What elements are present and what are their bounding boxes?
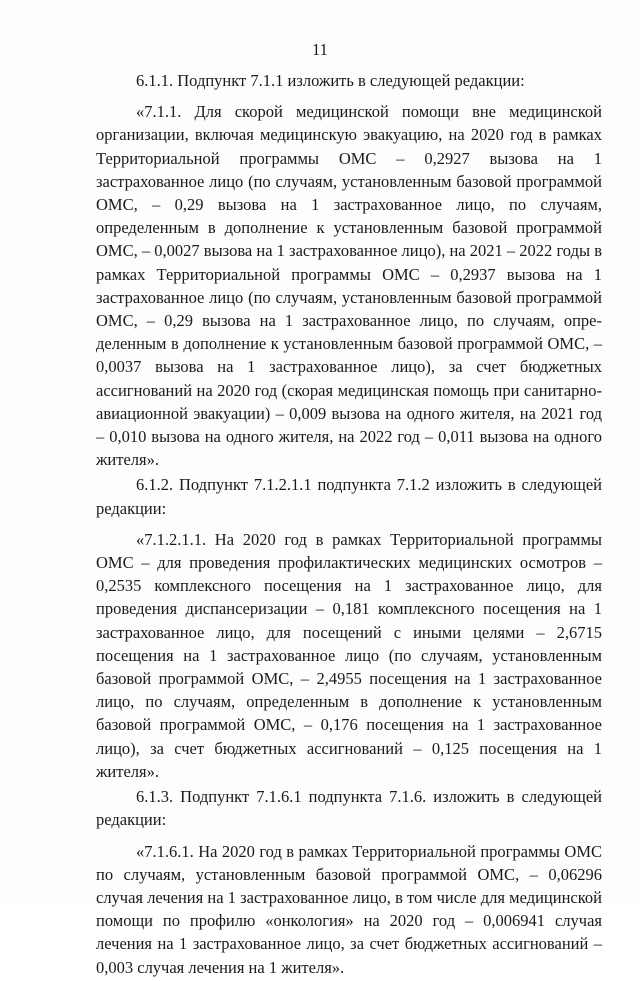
section-2-heading: 6.1.2. Подпункт 7.1.2.1.1 подпункта 7.1.2 изложить в следующей редакции:: [96, 475, 602, 518]
section-1-text: «7.1.1. Для скорой медицинской помощи вне медицинской организации, включая медицинскую эвакуацию, на 2020 год в рамках Территориальной программы ОМС – 0,2927 вызова на 1 застрахованное лицо (по случаям, установленным базовой программой ОМС, – 0,29 вызова на 1 застрахованное лицо, по случаям, определенным в дополнение к установленным базовой программой ОМС, – 0,0027 вызова на 1 застрахованное лицо), на 2021 – 2022 годы в рамках Территориальной программы ОМС – 0,2937 вызова на 1 застрахованное лицо (по случаям, установленным базовой программой ОМС, – 0,29 вызова на 1 застрахованное лицо, по случаям, определенным в дополнение к установленным базовой программой ОМС, – 0,0037 вызова на 1 застрахованное лицо), за счет бюджетных ассигнований на 2020 год (скорая медицинская помощь при санитарно-авиационной эвакуации) – 0,009 вызова на одного жителя, на 2021 год – 0,010 вызова на одного жителя, на 2022 год – 0,011 вызова на одного жителя».: [96, 102, 602, 470]
document-body: [96, 69, 602, 981]
section-2-text: «7.1.2.1.1. На 2020 год в рамках Территориальной программы ОМС – для проведения профилактических медицинских осмотров – 0,2535 комплексного посещения на 1 застрахованное лицо, для проведения диспансеризации – 0,181 комплексного посещения на 1 застрахованное лицо, для посещений с иными целями – 2,6715 посещения на 1 застрахованное лицо (по случаям, установленным базовой программой ОМС, – 2,4955 посещения на 1 застрахованное лицо, по случаям, определенным в дополнение к установленным базовой программой ОМС, – 0,176 посещения на 1 застрахованное лицо), за счет бюджетных ассигнований – 0,125 посещения на 1 жителя».: [96, 529, 602, 781]
section-3-heading: 6.1.3. Подпункт 7.1.6.1 подпункта 7.1.6. изложить в следующей редакции:: [96, 787, 602, 830]
section-3-text: «7.1.6.1. На 2020 год в рамках Территориальной программы ОМС по случаям, установленным базовой программой ОМС, – 0,06296 случая лечения на 1 застрахованное лицо, в том числе для медицинской помощи по профилю «онкология» на 2020 год – 0,006941 случая лечения на 1 застрахованное лицо, за счет бюджетных ассигнований – 0,003 случая лечения на 1 жителя».: [96, 841, 602, 977]
page-number: 11: [312, 40, 328, 59]
section-1-heading: 6.1.1. Подпункт 7.1.1 изложить в следующей редакции:: [136, 71, 525, 90]
